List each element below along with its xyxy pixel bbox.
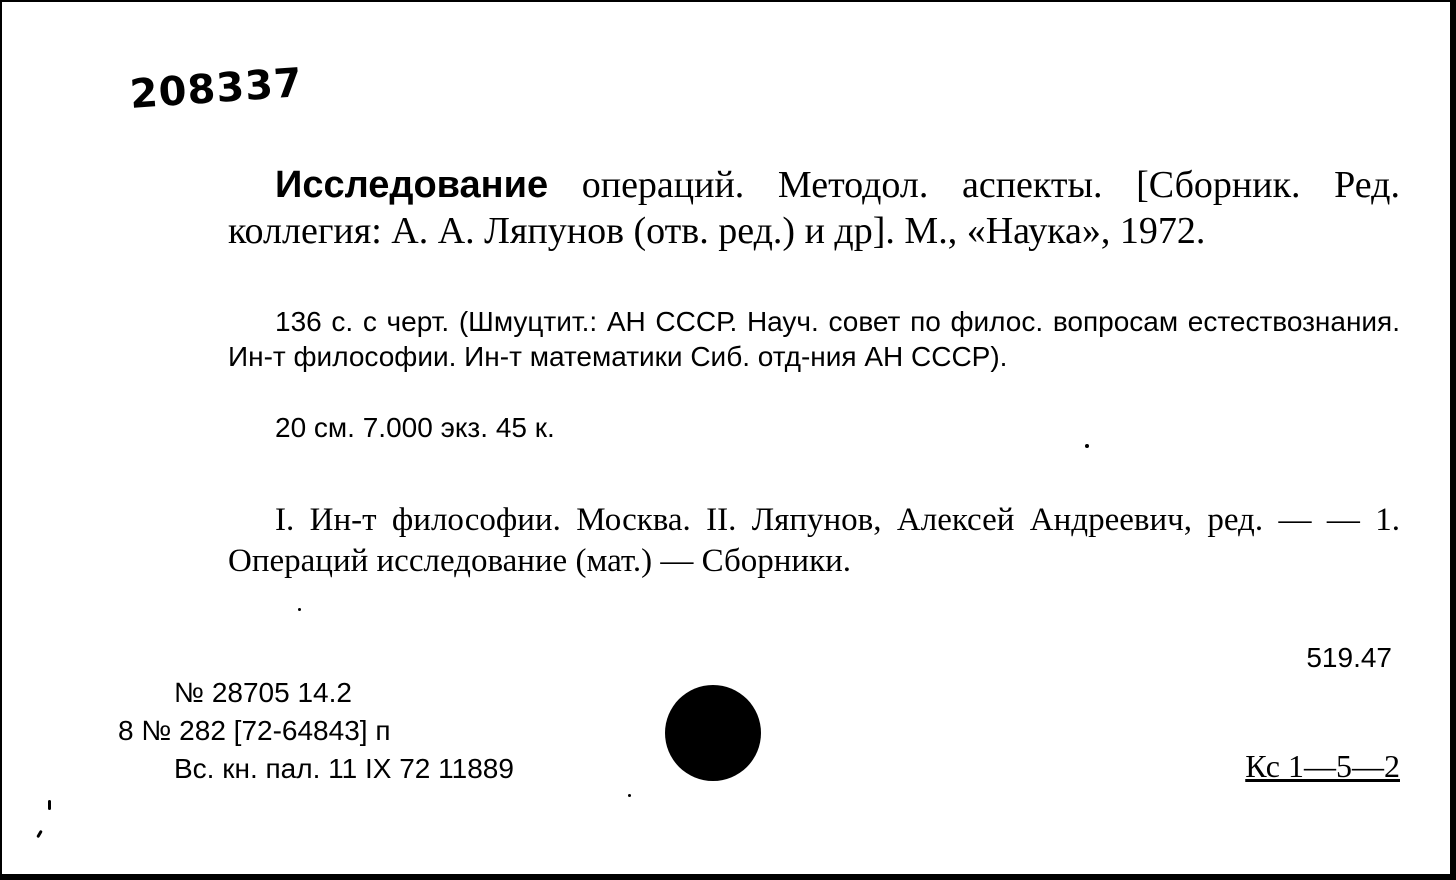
catalog-card: [2, 2, 1450, 874]
ink-speck: [48, 800, 51, 810]
handwritten-accession-number: 208337: [128, 59, 305, 118]
registration-block: [118, 674, 514, 788]
author-mark: [1245, 748, 1400, 785]
ink-speck: [1085, 444, 1089, 448]
subject-tracings: I. Ин-т философии. Москва. II. Ляпунов, Алексей Андреевич, ред. — — 1. Операций исследование (мат.) — Сборники.: [228, 502, 1400, 579]
ink-speck: [36, 830, 43, 838]
collation-note: 136 с. с черт. (Шмуцтит.: АН СССР. Науч. совет по филос. вопросам естествознания. Ин-т философии. Ин-т математики Сиб. отд-ния АН СССР).: [228, 306, 1400, 372]
registration-line-1: № 28705 14.2: [174, 677, 352, 708]
ink-speck: [298, 608, 301, 611]
punch-hole: [665, 685, 761, 781]
title-rest: операций. Методол. аспекты. [Сборник. Ред. коллегия: А. А. Ляпунов (отв. ред.) и др]. М., «Наука», 1972.: [228, 164, 1400, 252]
author-mark-text: Кс 1—5—2: [1245, 748, 1400, 784]
registration-line-2: 8 № 282 [72-64843] п: [118, 715, 391, 746]
registration-line-3: Вс. кн. пал. 11 IX 72 11889: [174, 753, 514, 784]
ink-speck: [628, 794, 631, 797]
classification-number: 519.47: [1306, 642, 1392, 673]
title-statement: [228, 162, 1400, 254]
size-price-line: 20 см. 7.000 экз. 45 к.: [275, 412, 555, 443]
title-bold-word: Исследование: [275, 164, 549, 206]
